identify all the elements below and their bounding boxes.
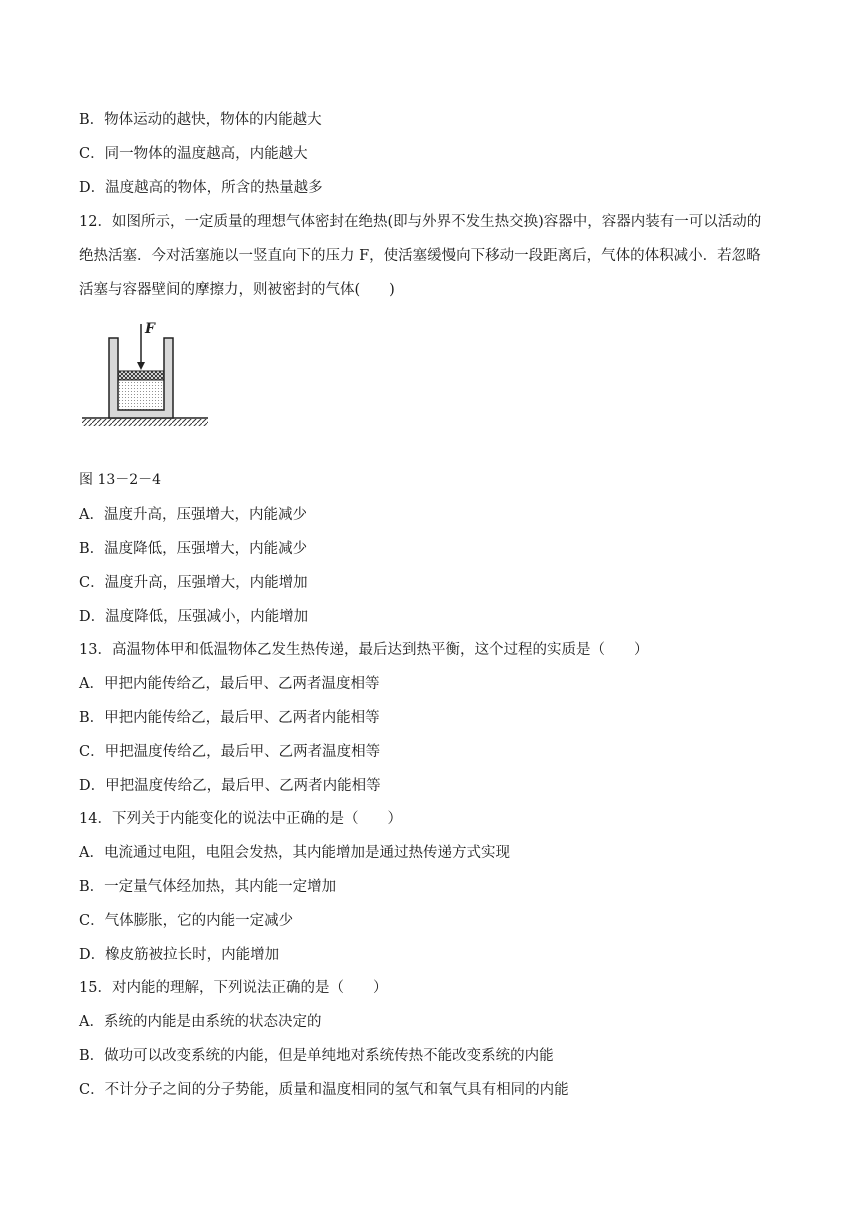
q15-option-b: B．做功可以改变系统的内能，但是单纯地对系统传热不能改变系统的内能	[79, 1048, 554, 1064]
q13-option-d: D．甲把温度传给乙，最后甲、乙两者内能相等	[79, 778, 381, 794]
gas-region	[118, 380, 164, 414]
q12-stem-line1: 12．如图所示，一定质量的理想气体密封在绝热(即与外界不发生热交换)容器中，容器内装有一可以活动的	[79, 214, 762, 230]
q14-stem: 14．下列关于内能变化的说法中正确的是（ ）	[79, 811, 402, 827]
q11-option-c: C．同一物体的温度越高，内能越大	[79, 146, 308, 162]
q12-option-c: C．温度升高，压强增大，内能增加	[79, 575, 308, 591]
piston-container-figure	[82, 318, 210, 430]
q13-option-c: C．甲把温度传给乙，最后甲、乙两者温度相等	[79, 744, 381, 760]
q15-option-a: A．系统的内能是由系统的状态决定的	[79, 1014, 322, 1030]
q13-option-a: A．甲把内能传给乙，最后甲、乙两者温度相等	[79, 676, 380, 692]
piston	[118, 371, 164, 380]
q12-option-b: B．温度降低，压强增大，内能减少	[79, 541, 308, 557]
piston-diagram	[82, 318, 210, 430]
force-label: F	[145, 321, 155, 337]
q12-stem-line2: 绝热活塞．今对活塞施以一竖直向下的压力 F，使活塞缓慢向下移动一段距离后，气体的体积减小．若忽略	[79, 248, 761, 264]
q14-option-b: B．一定量气体经加热，其内能一定增加	[79, 879, 337, 895]
force-arrowhead	[137, 362, 145, 370]
q14-option-a: A．电流通过电阻，电阻会发热，其内能增加是通过热传递方式实现	[79, 845, 510, 861]
figure-caption: 图 13－2－4	[79, 472, 162, 488]
q13-option-b: B．甲把内能传给乙，最后甲、乙两者内能相等	[79, 710, 380, 726]
q11-option-b: B．物体运动的越快，物体的内能越大	[79, 112, 322, 128]
ground-hatch	[82, 419, 208, 426]
q15-option-c: C．不计分子之间的分子势能，质量和温度相同的氢气和氧气具有相同的内能	[79, 1082, 569, 1098]
q12-option-d: D．温度降低，压强减小，内能增加	[79, 609, 309, 625]
q12-stem-line3: 活塞与容器壁间的摩擦力，则被密封的气体( )	[79, 282, 395, 298]
q11-option-d: D．温度越高的物体，所含的热量越多	[79, 180, 323, 196]
q15-stem: 15．对内能的理解，下列说法正确的是（ ）	[79, 980, 388, 996]
q13-stem: 13．高温物体甲和低温物体乙发生热传递，最后达到热平衡，这个过程的实质是（ ）	[79, 642, 649, 658]
q14-option-c: C．气体膨胀，它的内能一定减少	[79, 913, 294, 929]
q14-option-d: D．橡皮筋被拉长时，内能增加	[79, 947, 280, 963]
q12-option-a: A．温度升高，压强增大，内能减少	[79, 507, 307, 523]
